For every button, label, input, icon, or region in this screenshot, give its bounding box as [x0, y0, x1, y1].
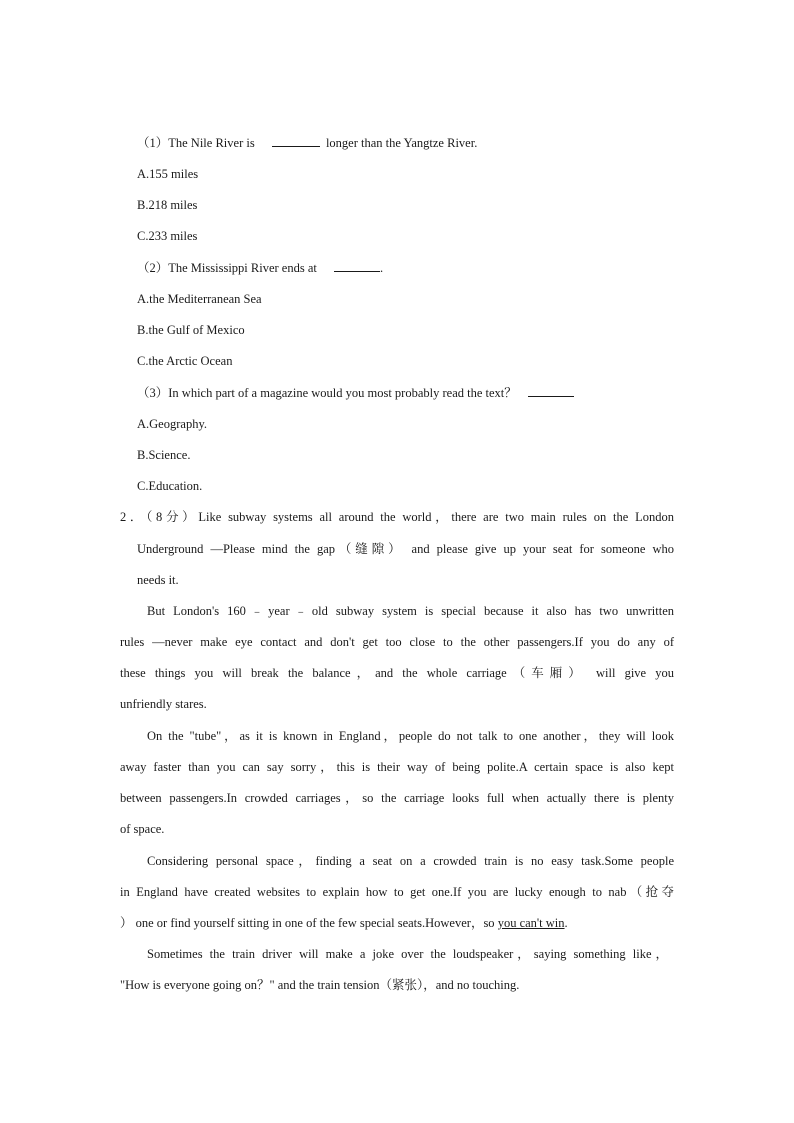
passage-line: "How is everyone going on？" and the train tension（紧张），and no touching.: [120, 978, 520, 992]
option-b: B.Science.: [137, 448, 191, 462]
passage-line: these things you will break the balance，and the whole carriage（车厢） will give you: [120, 666, 674, 680]
passage-line: away faster than you can say sorry，this is their way of being polite.A certain space is also kept: [120, 760, 674, 774]
question-2-text: （2）The Mississippi River ends at: [137, 261, 317, 275]
passage-line: in England have created websites to explain how to get one.If you are lucky enough to nab（抢夺: [120, 885, 674, 899]
option-c: C.233 miles: [137, 229, 198, 243]
option-a: A.Geography.: [137, 417, 208, 431]
option-c: C.Education.: [137, 479, 203, 493]
passage-line: between passengers.In crowded carriages，so the carriage looks full when actually there is plenty: [120, 791, 674, 805]
option-b: B.218 miles: [137, 198, 198, 212]
answer-blank: [334, 259, 380, 272]
passage-text: .: [564, 916, 568, 930]
question-1-text-after: longer than the Yangtze River.: [325, 136, 478, 150]
passage-line: Sometimes the train driver will make a joke over the loudspeaker，saying something like，: [147, 947, 668, 961]
question-2-text-after: .: [379, 261, 384, 275]
option-a: A.155 miles: [137, 167, 199, 181]
question-3-text: （3）In which part of a magazine would you most probably read the text？: [137, 386, 517, 400]
passage-line: Underground —Please mind the gap（缝隙） and please give up your seat for someone who: [137, 542, 674, 556]
answer-blank: [528, 384, 574, 397]
passage-line: rules —never make eye contact and don't get too close to the other passengers.If you do any of: [120, 635, 674, 649]
answer-blank: [272, 134, 320, 147]
passage-line: On the "tube"，as it is known in England，people do not talk to one another，they will look: [147, 729, 674, 743]
question-1: [137, 134, 477, 152]
question-2: [137, 259, 383, 277]
passage-line: of space.: [120, 822, 165, 836]
passage-header: 2．（8分）Like subway systems all around the world，there are two main rules on the London: [120, 510, 674, 524]
passage-line: Considering personal space，finding a seat on a crowded train is no easy task.Some people: [147, 854, 674, 868]
underlined-phrase: you can't win: [497, 916, 565, 930]
passage-line: needs it.: [137, 573, 179, 587]
question-3: [137, 384, 574, 402]
option-a: A.the Mediterranean Sea: [137, 292, 262, 306]
passage-line: unfriendly stares.: [120, 697, 207, 711]
option-b: B.the Gulf of Mexico: [137, 323, 245, 337]
question-1-text: （1）The Nile River is: [137, 136, 255, 150]
option-c: C.the Arctic Ocean: [137, 354, 233, 368]
passage-line: [120, 914, 568, 932]
passage-line: But London's 160﹣year﹣old subway system is special because it also has two unwritten: [147, 604, 674, 618]
passage-text: ） one or find yourself sitting in one of the few special seats.However，so: [120, 916, 495, 930]
